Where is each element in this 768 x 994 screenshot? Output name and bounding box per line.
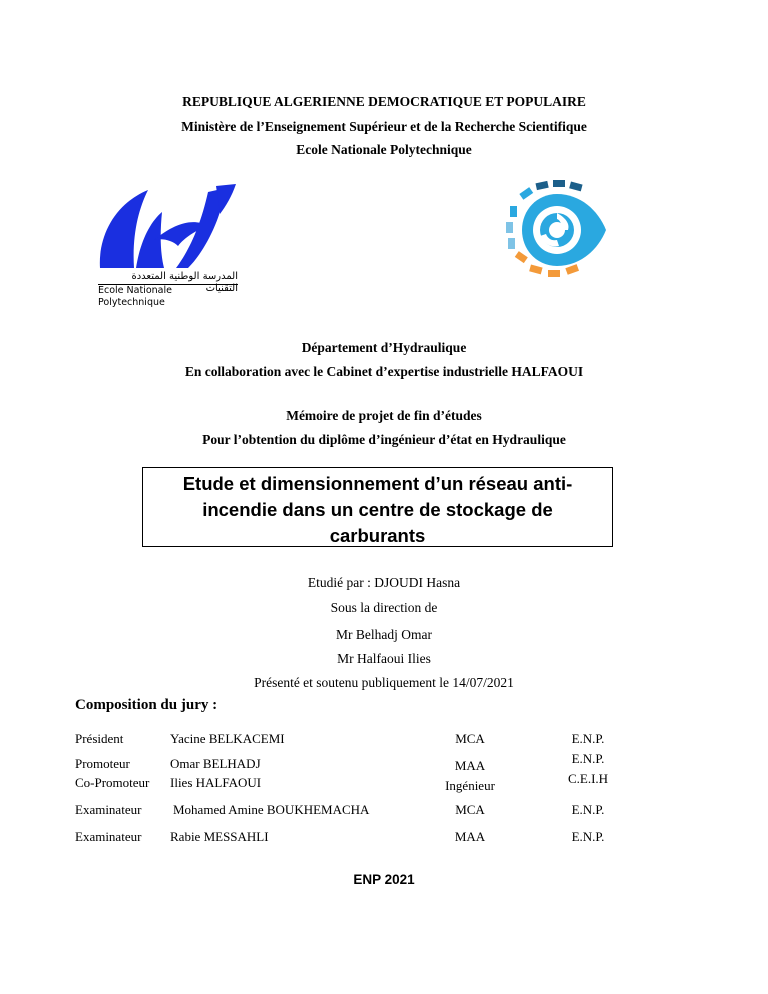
jury-role: Examinateur	[75, 802, 142, 817]
jury-role: Président	[75, 731, 124, 746]
jury-institution: E.N.P.	[571, 829, 605, 844]
jury-institution: E.N.P.	[571, 751, 605, 766]
jury-name: Ilies HALFAOUI	[170, 775, 262, 790]
enp-logo-latin-text: Ecole Nationale Polytechnique	[98, 284, 238, 309]
header-school: Ecole Nationale Polytechnique	[296, 142, 472, 157]
thesis-title-line-3: carburants	[329, 525, 426, 546]
halfaoui-logo-icon	[502, 176, 612, 284]
enp-logo-arabic-text: المدرسة الوطنية المتعددة التقنيات	[131, 271, 238, 294]
supervisor-1: Mr Belhadj Omar	[336, 627, 432, 642]
memoire-line-2: Pour l’obtention du diplôme d’ingénieur d’état en Hydraulique	[202, 432, 566, 447]
direction-label: Sous la direction de	[330, 600, 438, 615]
header-republic: REPUBLIQUE ALGERIENNE DEMOCRATIQUE ET POPULAIRE	[182, 94, 586, 109]
thesis-title-line-2: incendie dans un centre de stockage de	[202, 499, 553, 520]
jury-name: Yacine BELKACEMI	[170, 731, 285, 746]
jury-grade: MCA	[455, 802, 485, 817]
jury-institution: E.N.P.	[571, 731, 605, 746]
jury-name: Omar BELHADJ	[170, 756, 261, 771]
collaboration-label: En collaboration avec le Cabinet d’expertise industrielle HALFAOUI	[184, 364, 584, 379]
studied-by: Etudié par : DJOUDI Hasna	[307, 575, 461, 590]
footer-year: ENP 2021	[353, 872, 415, 887]
jury-name: Rabie MESSAHLI	[170, 829, 269, 844]
supervisor-2: Mr Halfaoui Ilies	[337, 651, 431, 666]
thesis-title-line-1: Etude et dimensionnement d’un réseau anti-	[182, 473, 573, 494]
jury-title: Composition du jury :	[75, 697, 218, 713]
memoire-line-1: Mémoire de projet de fin d’études	[286, 408, 482, 423]
jury-role: Co-Promoteur	[75, 775, 150, 790]
jury-role: Promoteur	[75, 756, 130, 771]
jury-name: Mohamed Amine BOUKHEMACHA	[173, 802, 370, 817]
jury-grade: Ingénieur	[445, 778, 495, 793]
thesis-title	[150, 471, 605, 549]
jury-institution: E.N.P.	[571, 802, 605, 817]
department-label: Département d’Hydraulique	[301, 340, 467, 355]
jury-grade: MAA	[454, 758, 486, 773]
header-ministry: Ministère de l’Enseignement Supérieur et de la Recherche Scientifique	[181, 119, 587, 134]
jury-grade: MAA	[454, 829, 486, 844]
presentation-date: Présenté et soutenu publiquement le 14/07/2021	[254, 675, 514, 690]
jury-role: Examinateur	[75, 829, 142, 844]
jury-institution: C.E.I.H	[567, 771, 609, 786]
jury-grade: MCA	[455, 731, 485, 746]
